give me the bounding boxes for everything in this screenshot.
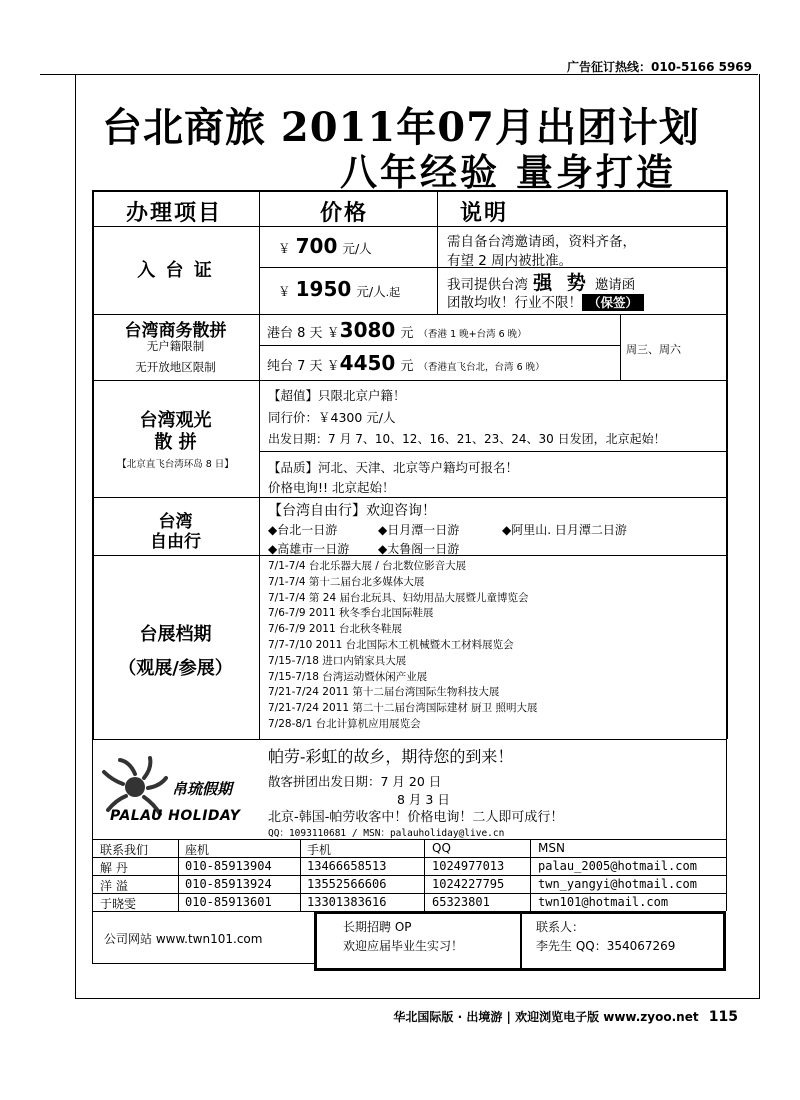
desc-emphasis: 强 势 <box>533 272 590 294</box>
contact-qq: 1024227795 <box>432 877 505 891</box>
desc-text: 团散均收！行业不限！ <box>447 295 582 311</box>
price-value: 700 <box>295 234 338 258</box>
exhibitions-list <box>268 558 538 732</box>
business-note-2: 无开放地区限制 <box>135 360 216 374</box>
contact-person: 李先生 QQ：354067269 <box>536 939 676 953</box>
contact-person-label: 联系人： <box>536 920 585 934</box>
free-travel-title-2: 自由行 <box>150 532 201 552</box>
route-text: 纯台 7 天 ￥ <box>267 359 340 374</box>
palau-dates-2: 8 月 3 日 <box>397 792 450 807</box>
contact-header: 联系我们 <box>100 843 149 857</box>
contact-col-divider <box>530 839 531 911</box>
palau-dates: 散客拼团出发日期：7 月 20 日 <box>268 774 442 789</box>
sightseeing-line-3: 出发日期：7 月 7、10、12、16、21、23、24、30 日发团，北京起始！ <box>268 432 666 446</box>
row-divider <box>92 380 726 381</box>
contact-row-divider <box>92 875 726 876</box>
row-divider <box>92 739 726 740</box>
contact-msn: palau_2005@hotmail.com <box>538 859 697 873</box>
contact-mobile: 13552566606 <box>307 877 387 891</box>
entry-desc-2b <box>447 291 644 311</box>
contact-mobile: 13301383616 <box>307 895 387 909</box>
contact-msn: twn_yangyi@hotmail.com <box>538 877 697 891</box>
desc-text: 我司提供台湾 <box>447 277 528 293</box>
exhibition-item: 7/15-7/18 进口内销家具大展 <box>268 654 407 667</box>
contact-col-divider <box>424 839 425 911</box>
palau-route: 北京-韩国-帕劳收客中！价格电询！二人即可成行！ <box>268 810 564 825</box>
route-text: 港台 8 天 ￥ <box>267 326 340 341</box>
exhibition-item: 7/1-7/4 第十二届台北多媒体大展 <box>268 575 425 588</box>
business-tour-title: 台湾商务散拼 <box>124 321 227 341</box>
contact-col-divider <box>300 839 301 911</box>
sightseeing-line-5: 价格电询!! 北京起始！ <box>268 480 395 495</box>
sightseeing-title-2: 散 拼 <box>154 432 197 453</box>
recruit-note: 欢迎应届毕业生实习！ <box>343 939 464 953</box>
contact-top-border <box>92 839 726 840</box>
recruit-divider <box>520 911 522 971</box>
free-travel-item: ◆台北一日游 <box>268 523 338 537</box>
business-note-1: 无户籍限制 <box>146 339 205 353</box>
ad-hotline: 广告征订热线：010-5166 5969 <box>566 60 752 74</box>
entry-desc-1a: 需自备台湾邀请函，资料齐备， <box>447 234 636 250</box>
contact-msn: twn101@hotmail.com <box>538 895 669 909</box>
exhibition-item: 7/1-7/4 第 24 届台北玩具、妇幼用品大展暨儿童博览会 <box>268 591 529 604</box>
contact-landline: 010-85913904 <box>185 859 272 873</box>
exhibition-item: 7/6-7/9 2011 台北秋冬鞋展 <box>268 623 402 636</box>
footer-text: 华北国际版 · 出境游 | 欢迎浏览电子版 www.zyoo.net <box>393 1010 699 1024</box>
col-divider <box>620 314 621 380</box>
free-travel-title-1: 台湾 <box>158 512 193 532</box>
currency-symbol: ￥ <box>278 241 291 256</box>
sightseeing-line-2: 同行价：￥4300 元/人 <box>268 410 396 425</box>
palau-right-border <box>726 739 727 839</box>
contact-col-divider <box>178 839 179 911</box>
palau-left-border <box>92 739 93 839</box>
guarantee-badge: （保签） <box>582 294 644 311</box>
free-travel-item: ◆高雄市一日游 <box>268 542 350 556</box>
entry-desc-1b: 有望 2 周内被批准。 <box>447 253 573 269</box>
page-number: 115 <box>708 1009 738 1025</box>
exhibitions-title-1: 台展档期 <box>139 624 212 645</box>
sightseeing-line-4: 【品质】河北、天津、北京等户籍均可报名！ <box>268 460 519 475</box>
desc-text: 邀请函 <box>594 277 636 293</box>
entry-price-1 <box>278 234 372 258</box>
business-row-2 <box>267 351 545 375</box>
exhibition-item: 7/21-7/24 2011 第十二届台湾国际生物科技大展 <box>268 686 500 699</box>
contact-mobile: 13466658513 <box>307 859 387 873</box>
route-note: （香港 1 晚+台湾 6 晚） <box>418 329 527 340</box>
entry-price-2 <box>278 277 400 301</box>
contact-left-border <box>92 839 93 963</box>
company-website[interactable]: 公司网站 www.twn101.com <box>104 932 263 946</box>
table-top-border <box>92 190 726 192</box>
exhibition-item: 7/28-8/1 台北计算机应用展览会 <box>268 717 421 730</box>
price-unit: 元 <box>400 359 414 374</box>
route-note: （香港直飞台北，台湾 6 晚） <box>418 362 545 373</box>
logo-text-cn: 帛琉假期 <box>172 780 233 798</box>
header-price: 价格 <box>320 200 369 226</box>
exhibition-item: 7/15-7/18 台湾运动暨休闲产业展 <box>268 670 428 683</box>
price-unit: 元 <box>400 326 414 341</box>
business-row-1 <box>267 318 527 342</box>
sightseeing-title-1: 台湾观光 <box>139 410 212 431</box>
contact-qq: 65323801 <box>432 895 490 909</box>
exhibition-item: 7/6-7/9 2011 秋冬季台北国际鞋展 <box>268 607 434 620</box>
header-description: 说明 <box>460 200 509 226</box>
business-days: 周三、周六 <box>626 343 681 356</box>
page-title: 台北商旅 2011年07月出团计划 <box>102 104 700 151</box>
contact-landline: 010-85913601 <box>185 895 272 909</box>
col-divider-2 <box>437 190 438 315</box>
contact-header: QQ <box>432 841 451 855</box>
free-travel-item: ◆太鲁阁一日游 <box>378 542 460 556</box>
free-travel-item: ◆阿里山. 日月潭二日游 <box>502 523 627 537</box>
exhibition-item: 7/7-7/10 2011 台北国际木工机械暨木工材料展览会 <box>268 638 514 651</box>
footer <box>393 1008 738 1025</box>
price-unit: 元/人 <box>356 284 386 299</box>
contact-header: 座机 <box>185 843 210 857</box>
table-right-border <box>726 190 728 739</box>
contact-header: MSN <box>538 841 565 855</box>
logo-text-en: PALAU HOLIDAY <box>110 808 241 824</box>
contact-name: 洋 溢 <box>100 879 128 893</box>
row-divider <box>92 314 726 315</box>
contact-row-divider <box>92 893 726 894</box>
contact-header: 手机 <box>307 843 332 857</box>
currency-symbol: ￥ <box>278 284 291 299</box>
free-travel-line-1: 【台湾自由行】欢迎咨询！ <box>268 503 436 519</box>
contact-name: 解 丹 <box>100 861 128 875</box>
contact-bottom-border <box>92 963 314 964</box>
price-suffix: .起 <box>385 286 401 299</box>
contact-qq: 1024977013 <box>432 859 505 873</box>
palau-headline: 帕劳-彩虹的故乡，期待您的到来！ <box>268 747 514 766</box>
price-value: 3080 <box>339 318 396 342</box>
exhibitions-title-2: （观展/参展） <box>118 658 233 679</box>
entry-permit-label: 入 台 证 <box>137 260 214 281</box>
price-value: 4450 <box>339 351 396 375</box>
row-divider <box>259 451 726 452</box>
price-value: 1950 <box>295 277 352 301</box>
palau-contact: QQ：1093110681 / MSN：palauholiday@live.cn <box>268 828 505 839</box>
exhibition-item: 7/1-7/4 台北乐器大展 / 台北数位影音大展 <box>268 560 467 572</box>
header-item: 办理项目 <box>126 200 223 226</box>
page-slogan: 八年经验 量身打造 <box>340 150 676 194</box>
recruit-title: 长期招聘 OP <box>343 920 412 934</box>
contact-landline: 010-85913924 <box>185 877 272 891</box>
col-divider-1 <box>259 190 260 380</box>
sightseeing-subtitle: 【北京直飞台湾环岛 8 日】 <box>117 459 234 470</box>
palau-holiday-logo <box>100 750 252 830</box>
contact-name: 于晓雯 <box>100 897 137 911</box>
row-divider <box>92 497 726 498</box>
contact-right-border <box>726 839 727 911</box>
price-unit: 元/人 <box>342 241 372 256</box>
free-travel-item: ◆日月潭一日游 <box>378 523 460 537</box>
exhibition-item: 7/21-7/24 2011 第二十二届台湾国际建材 厨卫 照明大展 <box>268 702 538 715</box>
sightseeing-line-1: 【超值】只限北京户籍！ <box>268 388 406 403</box>
row-divider <box>259 345 620 346</box>
col-divider-1b <box>259 380 260 739</box>
